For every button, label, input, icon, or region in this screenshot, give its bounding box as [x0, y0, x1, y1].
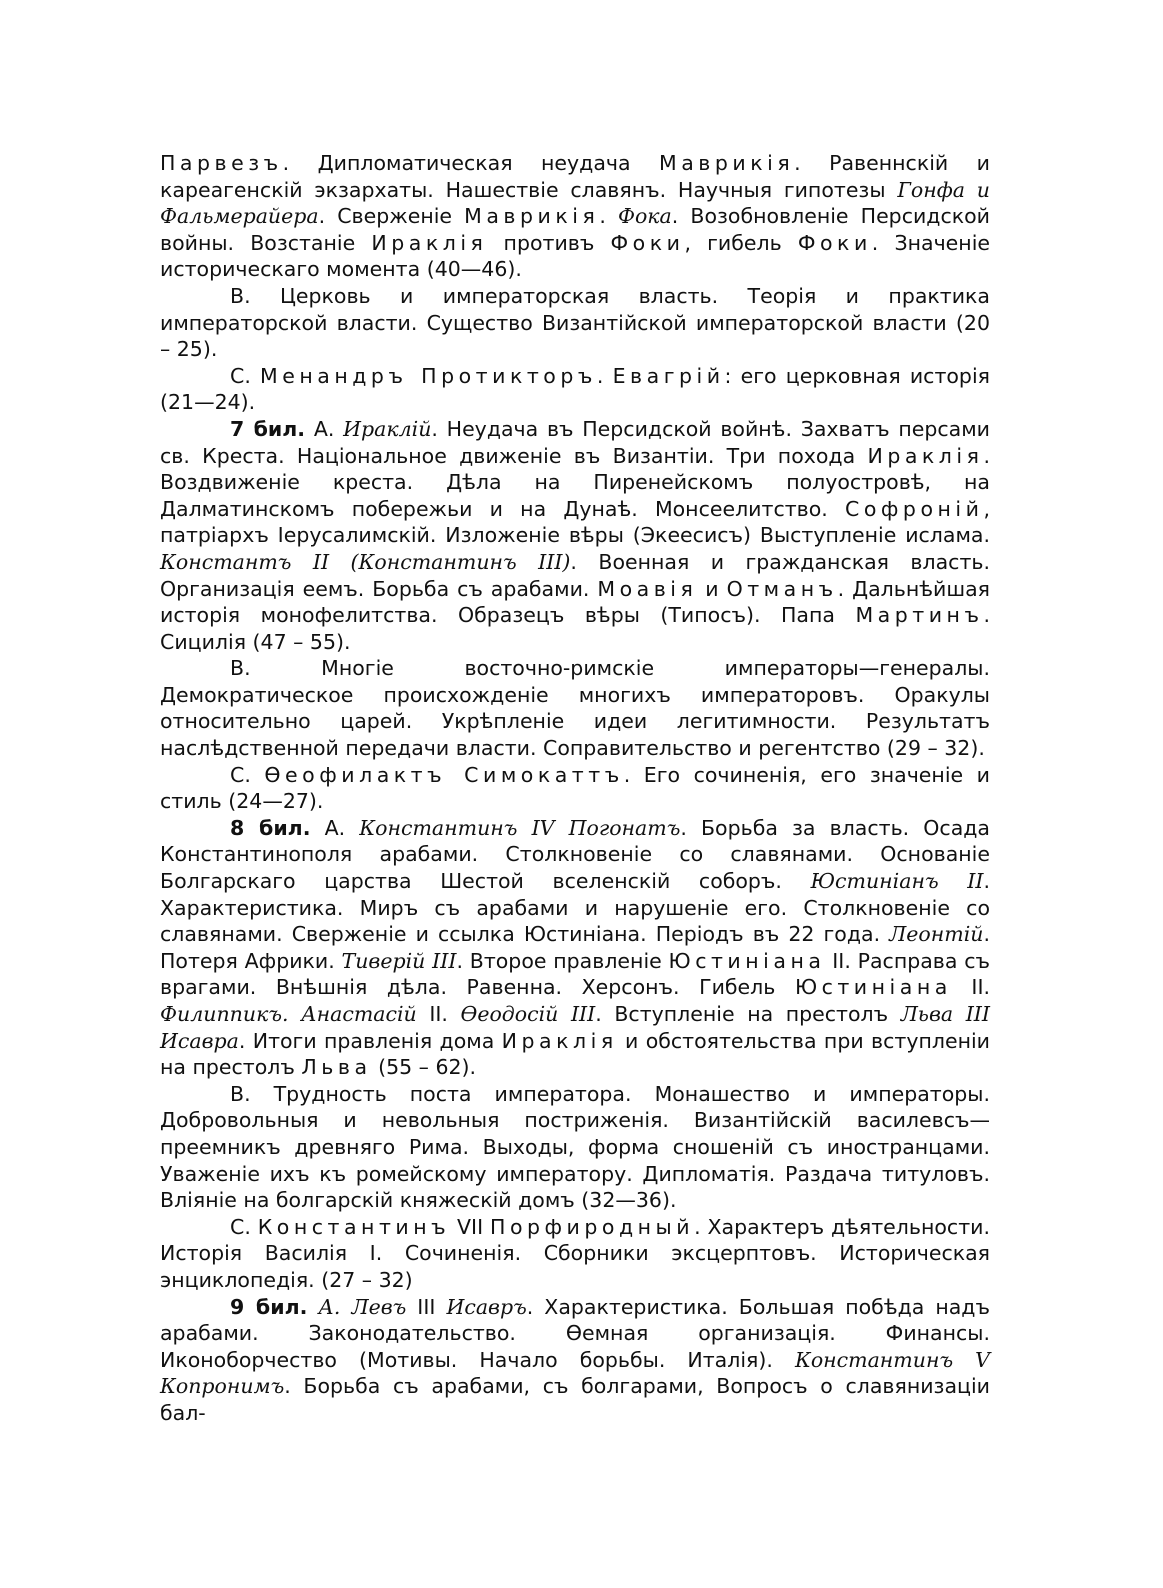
- text-run: . Борьба за власть. Осада Константинополя арабами. Столкновеніе со славянами. Основаніе Болгарскаго царства Шестой вселенскій соборъ.: [160, 815, 990, 894]
- text-run: . Дальнѣйшая исторія монофелитства. Образецъ вѣры (Типосъ). Папа: [160, 576, 990, 628]
- text-run: Порфиродный: [490, 1214, 695, 1239]
- text-run: . Значеніе историческаго момента (40—46).: [160, 230, 991, 282]
- body-text: [160, 150, 990, 1427]
- text-run: Маврикія: [659, 151, 795, 175]
- text-run: Ираклія: [867, 443, 984, 468]
- text-run: 7 бил.: [230, 416, 306, 441]
- text-run: Филиппикъ. Анастасій: [160, 1002, 417, 1026]
- text-run: Фоки: [797, 230, 872, 255]
- text-run: , гибель: [684, 230, 798, 255]
- text-run: Гонфа и Фальмерайера: [160, 177, 990, 229]
- text-run: А.: [310, 815, 360, 840]
- text-run: , патріархъ Іерусалимскій. Изложеніе вѣры (Экеесисъ) Выступленіе ислама.: [160, 496, 990, 548]
- text-run: Менандръ Протикторъ: [260, 363, 597, 388]
- text-run: Ѳеодосій III: [460, 1002, 596, 1026]
- text-run: и обстоятельства при вступленіи на престолъ: [160, 1028, 990, 1080]
- text-run: (55 – 62).: [371, 1055, 477, 1080]
- text-run: II.: [416, 1002, 461, 1026]
- text-run: А. Левъ: [318, 1294, 407, 1319]
- text-run: 9 бил.: [230, 1294, 308, 1319]
- text-run: противъ: [487, 230, 611, 255]
- paragraph: [160, 150, 990, 283]
- text-run: Парвезъ: [160, 151, 283, 175]
- text-run: С.: [230, 762, 265, 787]
- text-run: Фока: [617, 204, 672, 229]
- text-run: II. Расправа съ врагами. Внѣшнія дѣла. Равенна. Херсонъ. Гибель: [160, 948, 990, 1000]
- text-run: Леонтій: [889, 922, 984, 947]
- text-run: Софроній: [845, 496, 984, 521]
- text-run: : его церковная исторія (21—24).: [160, 363, 990, 415]
- text-run: [307, 1295, 318, 1319]
- text-run: Льва: [301, 1055, 372, 1080]
- text-run: Константинъ: [257, 1214, 451, 1239]
- text-run: С.: [230, 363, 261, 388]
- paragraph: [160, 1214, 990, 1294]
- text-run: Ѳеофилактъ Симокаттъ: [264, 762, 624, 787]
- text-run: Константъ II (Константинъ III): [160, 549, 571, 574]
- text-run: . Характеристика. Миръ съ арабами и нарушеніе его. Столкновеніе со славянами. Сверженіе и ссылка Юстиніана. Періодъ въ 22 года.: [160, 869, 990, 947]
- text-run: . Характеристика. Большая побѣда надъ арабами. Законодательство. Ѳемная организація. Финансы. Иконоборчество (Мотивы. Начало борьбы. Италія).: [160, 1294, 990, 1372]
- paragraph: [160, 1081, 990, 1214]
- text-run: . Воздвиженіе креста. Дѣла на Пиренейскомъ полуостровѣ, на Далматинскомъ побережьи и на Дунаѣ. Монсеелитство.: [160, 443, 990, 521]
- text-run: Фоки: [610, 230, 685, 255]
- paragraph: [160, 762, 990, 815]
- text-run: Константинъ IV Погонатъ: [359, 815, 681, 840]
- text-run: Евагрій: [612, 363, 725, 388]
- text-run: Юстиніана: [794, 975, 952, 1000]
- text-run: .: [599, 204, 618, 229]
- text-run: Исавръ: [446, 1294, 527, 1319]
- text-run: и: [697, 576, 727, 601]
- text-run: В. Многіе восточно-римскіе императоры—генералы. Демократическое происхожденіе многихъ императоровъ. Оракулы относительно царей. Укрѣпленіе идеи легитимности. Результатъ наслѣдственной передачи власти. Соправительство и регентство (29 – 32).: [160, 656, 990, 761]
- text-run: . Равеннскій и кареагенскій экзархаты. Нашествіе славянъ. Научныя гипотезы: [160, 151, 990, 202]
- text-run: . Сверженіе: [318, 204, 465, 229]
- text-run: Константинъ V Копронимъ: [160, 1347, 990, 1399]
- text-run: . Возобновленіе Персидской войны. Возстаніе: [160, 204, 990, 255]
- text-run: В. Трудность поста императора. Монашество и императоры. Добровольныя и невольныя постриженія. Византійскій василевсъ— преемникъ древняго Рима. Выходы, форма сношеній съ иностранцами. Уваженіе ихъ къ ромейскому императору. Дипломатія. Раздача титуловъ. Вліяніе на болгарскій княжескій домъ (32—36).: [160, 1081, 990, 1213]
- paragraph: [160, 815, 990, 1081]
- text-run: Моавія: [597, 576, 698, 601]
- text-run: С.: [230, 1214, 258, 1239]
- text-run: Мартинъ: [855, 603, 984, 628]
- text-run: . Неудача въ Персидской войнѣ. Захватъ персами св. Креста. Національное движеніе въ Византіи. Три похода: [160, 416, 990, 468]
- text-run: VII: [450, 1214, 491, 1239]
- text-run: 8 бил.: [230, 815, 311, 840]
- text-run: В. Церковь и императорская власть. Теорія и практика императорской власти. Существо Византійской императорской власти (20 – 25).: [160, 283, 990, 362]
- text-run: .: [596, 363, 613, 388]
- text-run: Юстиніанъ II: [810, 869, 984, 894]
- paragraph: [160, 655, 990, 761]
- text-run: Юстиніана: [668, 948, 826, 973]
- text-run: Льва III Исавра: [160, 1002, 991, 1053]
- text-run: Ираклія: [501, 1028, 618, 1053]
- paragraph: [160, 283, 990, 363]
- text-run: . Второе правленіе: [456, 948, 669, 973]
- paragraph: [160, 363, 990, 416]
- paragraph: [160, 1294, 990, 1427]
- text-run: . Военная и гражданская власть. Организація еемъ. Борьба съ арабами.: [160, 549, 990, 601]
- text-run: II.: [951, 975, 991, 1000]
- text-run: Тиверій III: [341, 948, 457, 973]
- text-run: . Борьба съ арабами, съ болгарами, Вопросъ о славянизаціи бал-: [160, 1374, 990, 1425]
- text-run: Ираклія: [371, 230, 488, 255]
- text-run: А.: [305, 416, 344, 441]
- text-run: . Сицилія (47 – 55).: [160, 603, 990, 654]
- text-run: . Дипломатическая неудача: [282, 151, 659, 175]
- text-run: . Вступленіе на престолъ: [595, 1002, 901, 1026]
- text-run: Маврикія: [464, 204, 600, 229]
- text-run: . Итоги правленія дома: [238, 1028, 502, 1053]
- text-run: Ираклій: [343, 416, 432, 441]
- text-run: Отманъ: [726, 576, 838, 601]
- text-run: . Характеръ дѣятельности. Исторія Василія I. Сочиненія. Сборники эксцерптовъ. Историческая энциклопедія. (27 – 32): [160, 1214, 990, 1292]
- text-run: . Потеря Африки.: [160, 922, 990, 973]
- text-run: III: [406, 1294, 447, 1319]
- paragraph: [160, 416, 990, 655]
- text-run: . Его сочиненія, его значеніе и стиль (24—27).: [160, 762, 990, 814]
